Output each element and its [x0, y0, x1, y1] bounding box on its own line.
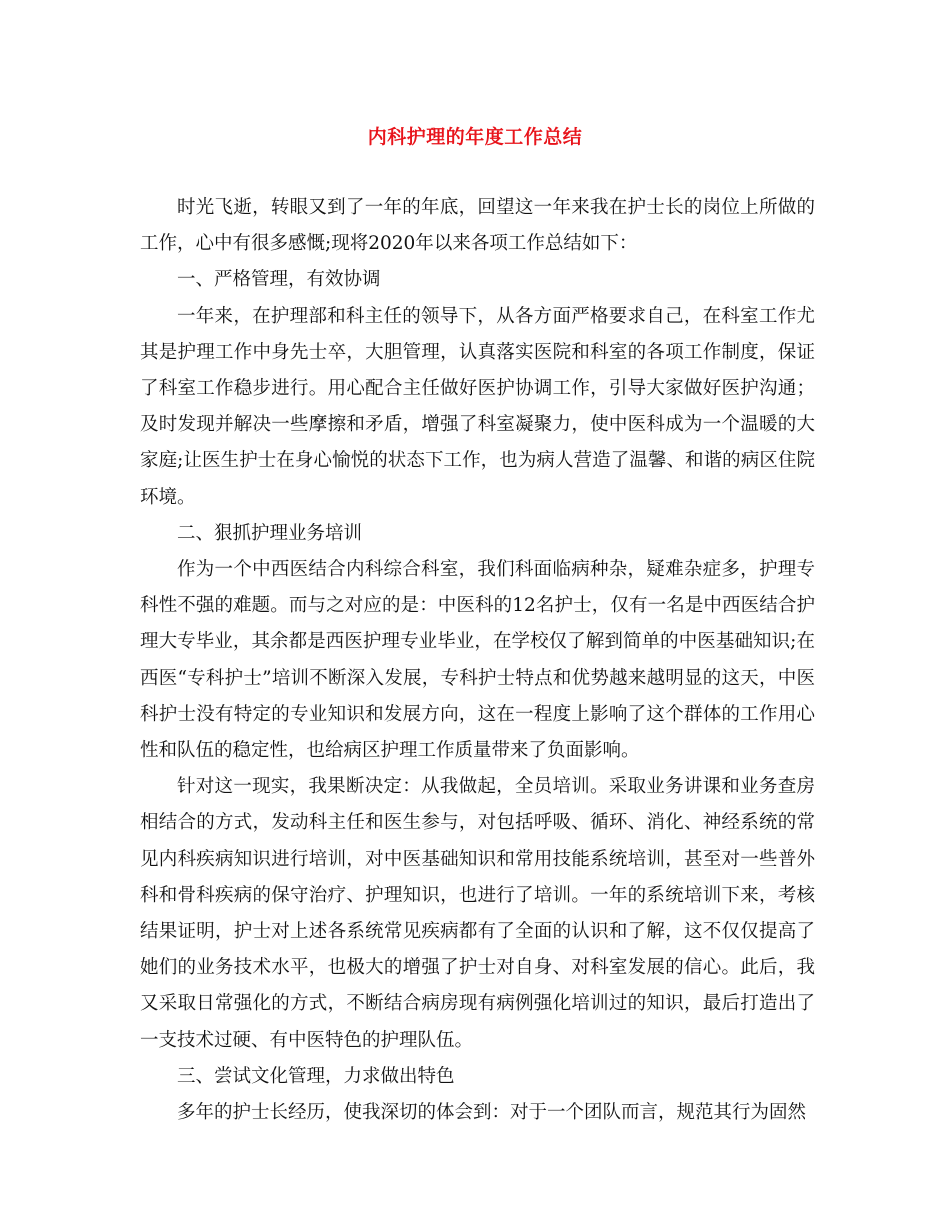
- paragraph-section-3: 多年的护士长经历，使我深切的体会到：对于一个团队而言，规范其行为固然: [177, 1102, 807, 1124]
- paragraph-section-2a: 作为一个中西医结合内科综合科室，我们科面临病种杂，疑难杂症多，护理专科性不强的难题。而与之对应的是：中医科的12名护士，仅有一名是中西医结合护理大专毕业，其余都是西医护理专业毕业，在学校仅了解到简单的中医基础知识;在西医“专科护士”培训不断深入发展，专科护士特点和优势越来越明显的这天，中医科护士没有特定的专业知识和发展方向，这在一程度上影响了这个群体的工作用心性和队伍的稳定性，也给病区护理工作质量带来了负面影响。: [140, 559, 815, 762]
- document-body: [140, 190, 815, 1131]
- paragraph-section-2b: 针对这一现实，我果断决定：从我做起，全员培训。采取业务讲课和业务查房相结合的方式，发动科主任和医生参与，对包括呼吸、循环、消化、神经系统的常见内科疾病知识进行培训，对中医基础知识和常用技能系统培训，甚至对一些普外科和骨科疾病的保守治疗、护理知识，也进行了培训。一年的系统培训下来，考核结果证明，护士对上述各系统常见疾病都有了全面的认识和了解，这不仅仅提高了她们的业务技术水平，也极大的增强了护士对自身、对科室发展的信心。此后，我又采取日常强化的方式，不断结合病房现有病例强化培训过的知识，最后打造出了一支技术过硬、有中医特色的护理队伍。: [140, 776, 815, 1051]
- paragraph-section-1: 一年来，在护理部和科主任的领导下，从各方面严格要求自己，在科室工作尤其是护理工作中身先士卒，大胆管理，认真落实医院和科室的各项工作制度，保证了科室工作稳步进行。用心配合主任做好医护协调工作，引导大家做好医护沟通；及时发现并解决一些摩擦和矛盾，增强了科室凝聚力，使中医科成为一个温暖的大家庭;让医生护士在身心愉悦的状态下工作，也为病人营造了温馨、和谐的病区住院环境。: [140, 305, 815, 508]
- section-heading-2: 二、狠抓护理业务培训: [177, 522, 363, 544]
- document-title: 内科护理的年度工作总结: [367, 126, 583, 148]
- section-heading-3: 三、尝试文化管理，力求做出特色: [177, 1065, 455, 1087]
- section-heading-1: 一、严格管理，有效协调: [177, 269, 381, 291]
- paragraph-intro: 时光飞逝，转眼又到了一年的年底，回望这一年来我在护士长的岗位上所做的工作，心中有很多感慨;现将2020年以来各项工作总结如下：: [140, 197, 815, 255]
